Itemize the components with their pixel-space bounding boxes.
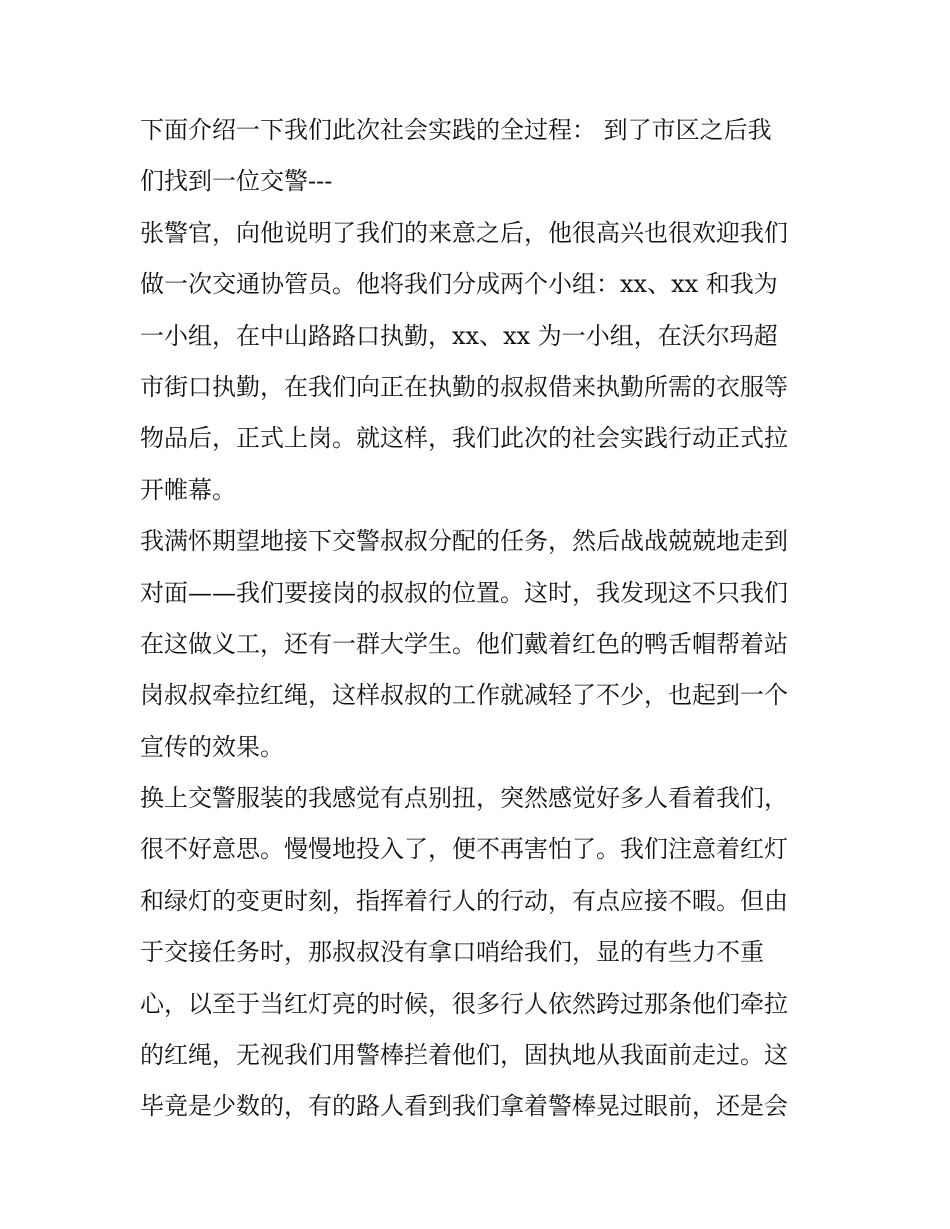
text-line: 很不好意思。慢慢地投入了，便不再害怕了。我们注意着红灯 [140,835,788,864]
text-line: 我满怀期望地接下交警叔叔分配的任务，然后战战兢兢地走到 [140,527,788,556]
text-line: 毕竟是少数的，有的路人看到我们拿着警棒晃过眼前，还是会 [140,1092,788,1121]
text-line: 一小组，在中山路路口执勤，xx、xx 为一小组，在沃尔玛超 [140,321,778,350]
text-line: 做一次交通协管员。他将我们分成两个小组：xx、xx 和我为 [140,270,778,299]
text-line: 市街口执勤，在我们向正在执勤的叔叔借来执勤所需的衣服等 [140,372,788,401]
text-line: 开帷幕。 [140,475,236,504]
text-line: 对面——我们要接岗的叔叔的位置。这时，我发现这不只我们 [140,578,788,607]
text-line: 物品后，正式上岗。就这样，我们此次的社会实践行动正式拉 [140,424,788,453]
text-line: 下面介绍一下我们此次社会实践的全过程： 到了市区之后我 [140,116,772,144]
document-body [140,105,820,1133]
text-line: 心，以至于当红灯亮的时候，很多行人依然跨过那条他们牵拉 [140,989,788,1018]
text-line: 张警官，向他说明了我们的来意之后，他很高兴也很欢迎我们 [140,218,788,247]
text-line: 换上交警服装的我感觉有点别扭，突然感觉好多人看着我们， [140,784,788,813]
text-line: 于交接任务时，那叔叔没有拿口哨给我们，显的有些力不重 [140,938,764,967]
text-line: 和绿灯的变更时刻，指挥着行人的行动，有点应接不暇。但由 [140,886,788,915]
text-line: 宣传的效果。 [140,732,284,761]
text-line: 们找到一位交警--- [140,167,333,196]
text-line: 的红绳，无视我们用警棒拦着他们，固执地从我面前走过。这 [140,1041,788,1070]
text-line: 岗叔叔牵拉红绳，这样叔叔的工作就减轻了不少，也起到一个 [140,681,788,710]
text-line: 在这做义工，还有一群大学生。他们戴着红色的鸭舌帽帮着站 [140,629,788,658]
